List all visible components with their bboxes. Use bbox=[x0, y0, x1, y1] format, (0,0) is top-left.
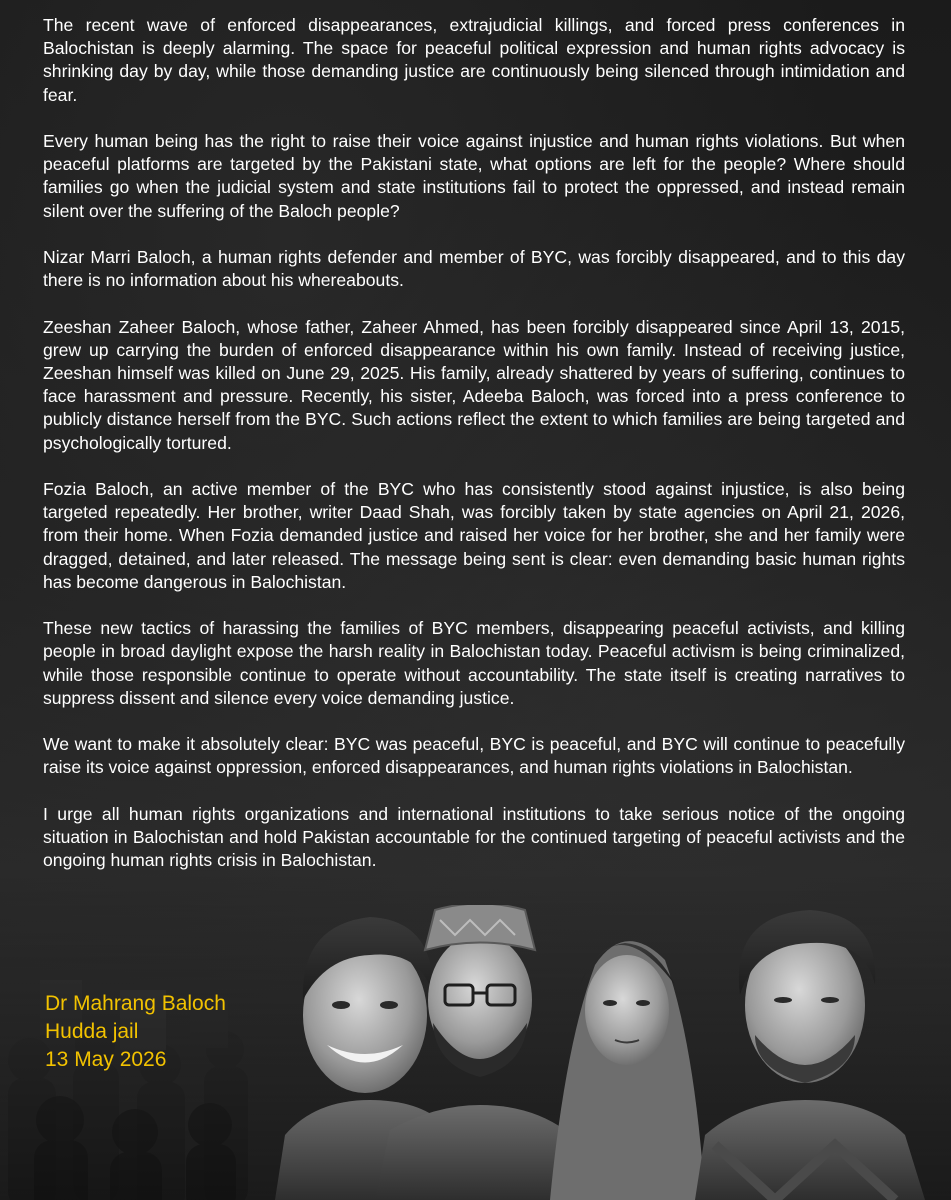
portrait-older-man bbox=[695, 910, 925, 1200]
letter-body bbox=[43, 14, 905, 896]
letter-paragraph: Every human being has the right to raise their voice against injustice and human rights violations. But when peaceful platforms are targeted by the Pakistani state, what options are left for the people? Where should families go when the judicial system and state institutions fail to protect the oppressed, and instead remain silent over the suffering of the Baloch people? bbox=[43, 131, 905, 221]
letter-paragraph: I urge all human rights organizations and international institutions to take serious notice of the ongoing situation in Balochistan and hold Pakistan accountable for the continued targeting of peaceful activists and the ongoing human rights crisis in Balochistan. bbox=[43, 803, 905, 871]
letter-paragraph: These new tactics of harassing the families of BYC members, disappearing peaceful activists, and killing people in broad daylight expose the harsh reality in Balochistan today. Peaceful activism is being criminalized, while those responsible continue to operate without accountability. The state itself is creating narratives to suppress dissent and silence every voice demanding justice. bbox=[43, 618, 905, 708]
portrait-woman-with-headscarf bbox=[550, 941, 705, 1200]
letter-paragraph: We want to make it absolutely clear: BYC was peaceful, BYC is peaceful, and BYC will continue to peacefully raise its voice against oppression, enforced disappearances, and human rights violations in Balochistan. bbox=[43, 734, 905, 778]
letter-paragraph: Nizar Marri Baloch, a human rights defender and member of BYC, was forcibly disappeared, and to this day there is no information about his whereabouts. bbox=[43, 247, 905, 291]
letter-paragraph: Zeeshan Zaheer Baloch, whose father, Zaheer Ahmed, has been forcibly disappeared since April 13, 2015, grew up carrying the burden of enforced disappearance within his own family. Instead of receiving justice, Zeeshan himself was killed on June 29, 2025. His family, already shattered by years of suffering, continues to face harassment and pressure. Recently, his sister, Adeeba Baloch, was forced into a press conference to publicly distance herself from the BYC. Such actions reflect the extent to which families are being targeted and psychologically tortured. bbox=[43, 316, 905, 453]
signature-place: Hudda jail bbox=[45, 1020, 139, 1043]
portraits-group bbox=[275, 905, 951, 1200]
letter-paragraph: The recent wave of enforced disappearances, extrajudicial killings, and forced press conferences in Balochistan is deeply alarming. The space for peaceful political expression and human rights advocacy is shrinking day by day, while those demanding justice are continuously being silenced through intimidation and fear. bbox=[43, 15, 905, 105]
signature-block bbox=[45, 990, 226, 1074]
signature-date: 13 May 2026 bbox=[45, 1048, 167, 1071]
signature-name: Dr Mahrang Baloch bbox=[45, 992, 226, 1015]
letter-paragraph: Fozia Baloch, an active member of the BYC who has consistently stood against injustice, is also being targeted repeatedly. Her brother, writer Daad Shah, was forcibly taken by state agencies on April 21, 2026, from their home. When Fozia demanded justice and raised her voice for her brother, she and her family were dragged, detained, and later released. The message being sent is clear: even demanding basic human rights has become dangerous in Balochistan. bbox=[43, 479, 905, 592]
